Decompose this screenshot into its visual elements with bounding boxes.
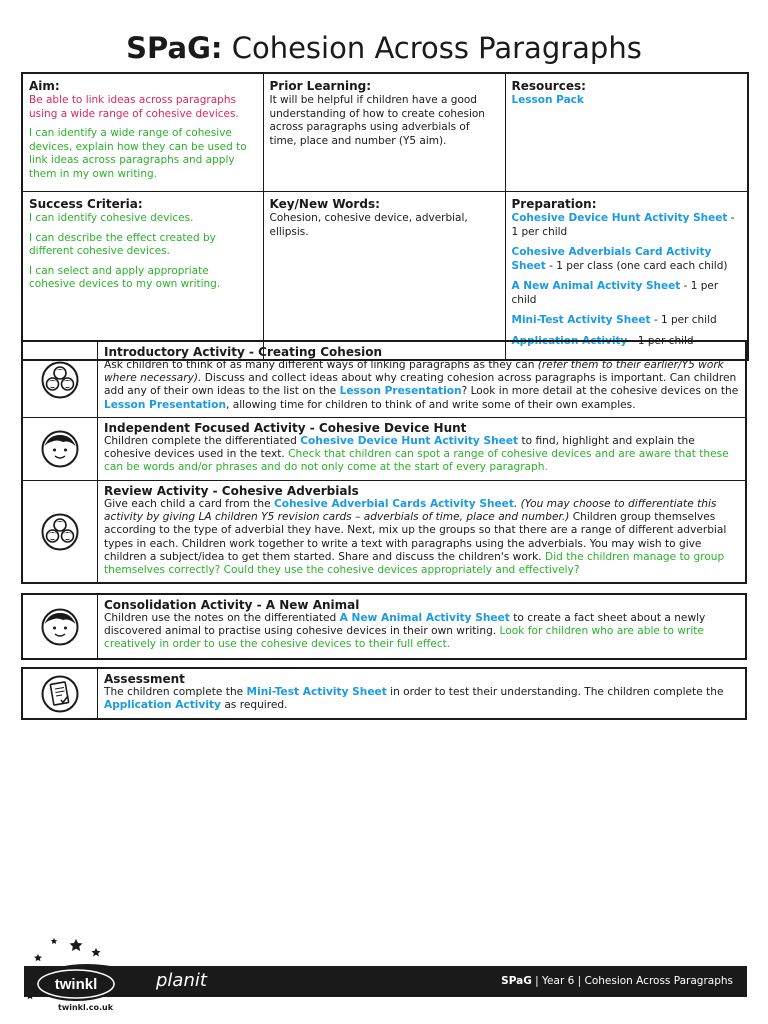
assessment-content (98, 669, 745, 718)
group-children-icon (23, 481, 98, 582)
mini-test-sheet-link[interactable]: Mini-Test Activity Sheet (246, 686, 387, 698)
text-run: Children group themselves according to the type of adverbial they have. Next, mix up the groups so that there are a range of different adverbial types in each. Children work together to write a text with paragraphs using the adverbials. You may wish to give children a subject/idea to get them started. Share and discuss the children's work. (104, 511, 727, 563)
group-children-icon (23, 342, 98, 417)
aim-statement: I can identify a wide range of cohesive devices, explain how they can be used to link ideas across paragraphs and apply them in my own writing. (29, 127, 247, 180)
preparation-quantity: - 1 per child (511, 212, 735, 238)
new-animal-sheet-link[interactable]: A New Animal Activity Sheet (339, 612, 510, 624)
preparation-quantity: - 1 per class (one card each child) (545, 259, 728, 272)
text-run: Children complete the differentiated (104, 435, 301, 447)
intro-activity-text (104, 359, 739, 412)
review-activity-title: Review Activity - Cohesive Adverbials (104, 484, 359, 498)
success-criterion: I can identify cohesive devices. (29, 212, 194, 224)
assessment-note: Check that children can spot a range of cohesive devices and are aware that these can be words and/or phrases and do not only come at the start of every paragraph. (104, 448, 729, 474)
child-face-icon (23, 595, 98, 658)
lesson-presentation-link[interactable]: Lesson Presentation (104, 398, 226, 411)
text-run: Give each child a card from the (104, 498, 274, 510)
intro-activity-row (23, 342, 745, 418)
preparation-item (512, 314, 742, 328)
consolidation-activity-text (104, 612, 739, 652)
review-activity-content (98, 481, 745, 582)
preparation-item (512, 280, 742, 307)
preparation-link[interactable]: Cohesive Device Hunt Activity Sheet (511, 212, 728, 224)
prior-learning-text: It will be helpful if children have a good understanding of how to create cohesion across paragraphs using adverbials of time, place and number (Y5 aim). (269, 94, 485, 147)
consolidation-activity-content (98, 595, 745, 658)
assessment-note: Look for children who are able to write creatively in order to use the cohesive devices to their full effect. (104, 625, 704, 651)
text-run: Discuss and collect ideas about why creating cohesion across paragraphs is important. Can children add any of their own ideas to the list on the (104, 372, 737, 398)
independent-activity-content (98, 418, 745, 480)
adverbial-cards-sheet-link[interactable]: Cohesive Adverbial Cards Activity Sheet (273, 498, 514, 510)
text-run: Children use the notes on the differentiated (104, 612, 340, 624)
preparation-quantity: - 1 per child (650, 314, 717, 326)
main-activities-box (21, 340, 747, 584)
preparation-link[interactable]: Mini-Test Activity Sheet (511, 314, 651, 326)
assessment-row (23, 669, 745, 718)
text-run: Ask children to think of as many different ways of linking paragraphs as they can (104, 359, 538, 371)
consolidation-activity-title: Consolidation Activity - A New Animal (104, 598, 360, 612)
assessment-sheet-icon (23, 669, 98, 718)
device-hunt-sheet-link[interactable]: Cohesive Device Hunt Activity Sheet (300, 435, 519, 447)
intro-activity-content (98, 342, 745, 417)
consolidation-activity-row (23, 595, 745, 658)
preparation-quantity: - 1 per child (627, 334, 694, 347)
twinkl-url[interactable]: twinkl.co.uk (58, 1003, 114, 1012)
preparation-item (512, 246, 742, 273)
preparation-heading: Preparation: (511, 197, 597, 211)
preparation-link[interactable]: Cohesive Adverbials Card Activity Sheet (511, 246, 712, 272)
lesson-info-grid (21, 72, 749, 361)
assessment-title: Assessment (104, 672, 185, 686)
text-run: to create a fact sheet about a newly discovered animal to practise using cohesive devices in their own writing. (104, 612, 706, 638)
text-run: in order to test their understanding. The children complete the (386, 686, 724, 698)
resources-cell (505, 73, 748, 192)
independent-activity-title: Independent Focused Activity - Cohesive Device Hunt (104, 421, 467, 435)
lesson-presentation-link[interactable]: Lesson Presentation (339, 385, 462, 398)
key-words-heading: Key/New Words: (269, 197, 380, 211)
resources-heading: Resources: (511, 79, 586, 93)
text-run-italic: (refer them to their earlier/Y5 work where necessary). (104, 359, 724, 385)
assessment-text (104, 686, 739, 712)
aim-text: Be able to link ideas across paragraphs using a wide range of cohesive devices. (29, 94, 239, 120)
assessment-box (21, 667, 747, 720)
key-words-text: Cohesion, cohesive device, adverbial, ellipsis. (269, 212, 468, 238)
page-title (0, 28, 768, 68)
application-activity-link[interactable]: Application Activity (104, 699, 221, 712)
text-run: The children complete the (104, 686, 247, 698)
review-activity-row (23, 481, 745, 582)
review-activity-text (104, 498, 739, 577)
text-run: ? Look in more detail at the cohesive devices on the (461, 385, 739, 398)
planit-brand (156, 969, 207, 993)
footer-subject: SPaG (501, 975, 532, 987)
preparation-link[interactable]: A New Animal Activity Sheet (511, 280, 681, 292)
key-words-cell (263, 192, 505, 361)
independent-activity-row (23, 418, 745, 481)
prior-learning-heading: Prior Learning: (269, 79, 372, 93)
title-prefix: SPaG: (126, 31, 223, 65)
consolidation-box (21, 593, 747, 660)
assessment-note: Did the children manage to group themselves correctly? Could they use the cohesive devices appropriately and effectively? (104, 550, 725, 577)
footer-lesson-text: | Year 6 | Cohesion Across Paragraphs (531, 975, 733, 987)
success-criterion: I can describe the effect created by different cohesive devices. (29, 231, 216, 257)
success-criterion: I can select and apply appropriate cohesive devices to my own writing. (29, 264, 221, 290)
preparation-cell (505, 192, 748, 361)
preparation-quantity: - 1 per child (511, 280, 719, 306)
text-run: to find, highlight and explain the cohesive devices used in the text. (104, 435, 695, 461)
prior-learning-cell (263, 73, 505, 192)
preparation-item (512, 212, 742, 239)
success-criteria-cell (22, 192, 263, 361)
aim-heading: Aim: (29, 79, 60, 93)
success-criteria-heading: Success Criteria: (29, 197, 143, 211)
preparation-link[interactable]: Application Activity (511, 334, 628, 347)
text-run-italic: . (You may choose to differentiate this activity by giving LA children Y5 revision cards – adverbials of time, place and number.) (104, 498, 717, 524)
planit-brand-a: plan (156, 970, 195, 991)
text-run: , allowing time for children to think of and write some of their own examples. (226, 398, 636, 411)
aim-cell (22, 73, 263, 192)
title-text: Cohesion Across Paragraphs (222, 31, 642, 65)
independent-activity-text (104, 435, 739, 475)
intro-activity-title: Introductory Activity - Creating Cohesion (104, 345, 383, 359)
planit-brand-b: it (194, 970, 207, 991)
text-run: as required. (220, 699, 288, 712)
lesson-pack-link[interactable]: Lesson Pack (511, 94, 584, 106)
child-face-icon (23, 418, 98, 480)
footer-lesson-info (501, 975, 733, 988)
logo-wordmark: twinkl (54, 976, 98, 993)
